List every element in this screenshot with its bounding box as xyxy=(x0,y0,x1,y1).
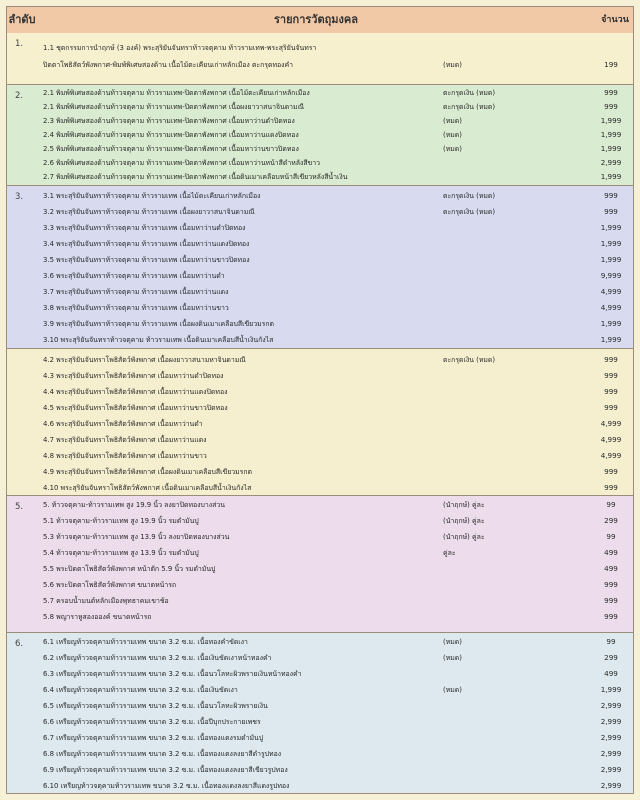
item-qty: 999 xyxy=(604,483,618,492)
item-note: (หมด) xyxy=(443,61,462,69)
section-2 xyxy=(7,85,633,186)
item-text: 5. ท้าวจตุคาม-ท้าวรามเทพ สูง 19.9 นิ้ว ลงยาปิดทองบางส่วน xyxy=(43,501,225,509)
list-item xyxy=(43,514,631,528)
list-item xyxy=(43,417,631,431)
table-header xyxy=(7,7,633,34)
item-text: 6.10 เหรียญท้าวจตุคามท้าวรามเทพ ขนาด 3.2 ซ.ม. เนื้อทองแดงลงยาสีแดงรูปทอง xyxy=(43,782,290,790)
section-number: 1. xyxy=(15,39,24,49)
item-text: 3.3 พระสุริยันจันทราท้าวจตุคาม ท้าวรามเทพ เนื้อมหาว่านดำปิดทอง xyxy=(43,224,246,232)
list-item xyxy=(43,269,631,283)
item-qty: 2,999 xyxy=(600,701,622,710)
item-qty: 4,999 xyxy=(600,303,622,312)
list-item xyxy=(43,333,631,347)
item-qty: 1,999 xyxy=(600,130,622,139)
list-item xyxy=(43,114,631,128)
section-number: 2. xyxy=(15,91,24,101)
item-text: 4.5 พระสุริยันจันทราโพธิสัตว์พังพกาศ เนื้อมหาว่านขาวปิดทอง xyxy=(43,404,228,412)
item-qty: 499 xyxy=(604,548,618,557)
item-text: 2.7 พิมพ์พิเศษสองด้านท้าวจตุคาม ท้าวรามเทพ-ปิดตาพังพกาศ เนื้อดินเมาเคลือบหน้าสีเขียวหลังสีน้ำเงิน xyxy=(43,173,348,181)
item-qty: 999 xyxy=(604,371,618,380)
item-text: 4.7 พระสุริยันจันทราโพธิสัตว์พังพกาศ เนื้อมหาว่านแดง xyxy=(43,436,207,444)
list-item xyxy=(43,86,631,100)
item-text: 3.5 พระสุริยันจันทราท้าวจตุคาม ท้าวรามเทพ เนื้อมหาว่านขาวปิดทอง xyxy=(43,256,250,264)
section-1 xyxy=(7,33,633,85)
list-item xyxy=(43,779,631,793)
list-item xyxy=(43,610,631,624)
item-qty: 1,999 xyxy=(600,239,622,248)
item-qty: 1,999 xyxy=(600,319,622,328)
item-text: 1.1 ชุดกรรมการนำฤกษ์ (3 องค์) พระสุริยันจันทราท้าวจตุคาม ท้าวรามเทพ-พระสุริยันจันทรา xyxy=(43,44,317,52)
list-item xyxy=(43,253,631,267)
item-text: 5.8 พญาราหูสองอองค์ ขนาดหน้ารถ xyxy=(43,613,152,621)
list-item xyxy=(43,449,631,463)
item-text: 3.6 พระสุริยันจันทราท้าวจตุคาม ท้าวรามเทพ เนื้อมหาว่านดำ xyxy=(43,272,225,280)
item-text: 5.5 พระปิดตาโพธิสัตว์พังพกาศ หน้าตัก 5.9 นิ้ว รมดำมันปู xyxy=(43,565,216,573)
item-note: (หมด) xyxy=(443,654,462,662)
item-note: คู่ละ xyxy=(443,549,456,557)
section-6 xyxy=(7,633,633,794)
item-text: 5.4 ท้าวจตุคาม-ท้าวรามเทพ สูง 13.9 นิ้ว รมดำมันปู xyxy=(43,549,199,557)
item-note: (หมด) xyxy=(443,145,462,153)
list-item xyxy=(43,41,631,55)
list-item xyxy=(43,747,631,761)
list-item xyxy=(43,731,631,745)
item-qty: 999 xyxy=(604,102,618,111)
list-item xyxy=(43,156,631,170)
item-note: (นำฤกษ์) คู่ละ xyxy=(443,517,485,525)
item-qty: 1,999 xyxy=(600,335,622,344)
item-text: 2.1 พิมพ์พิเศษสองด้านท้าวจตุคาม ท้าวรามเทพ-ปิดตาพังพกาศ เนื้อผงยาวาสนาจินดามณี xyxy=(43,103,304,111)
item-qty: 2,999 xyxy=(600,749,622,758)
header-seq: ลำดับ xyxy=(8,13,36,26)
section-4 xyxy=(7,349,633,496)
item-qty: 99 xyxy=(606,532,616,541)
section-number: 6. xyxy=(15,639,24,649)
item-text: 6.3 เหรียญท้าวจตุคามท้าวรามเทพ ขนาด 3.2 ซ.ม. เนื้อนวโลหะผิวพรายเงินหน้าทองคำ xyxy=(43,670,302,678)
item-qty: 499 xyxy=(604,564,618,573)
list-item xyxy=(43,237,631,251)
item-qty: 299 xyxy=(604,516,618,525)
item-text: 4.8 พระสุริยันจันทราโพธิสัตว์พังพกาศ เนื้อมหาว่านขาว xyxy=(43,452,207,460)
header-title: รายการวัตถุมงคล xyxy=(274,13,358,26)
list-item xyxy=(43,546,631,560)
list-item xyxy=(43,100,631,114)
list-item xyxy=(43,578,631,592)
item-qty: 4,999 xyxy=(600,435,622,444)
item-qty: 999 xyxy=(604,191,618,200)
list-item xyxy=(43,651,631,665)
item-text: 6.1 เหรียญท้าวจตุคามท้าวรามเทพ ขนาด 3.2 ซ.ม. เนื้อทองคำขัดเงา xyxy=(43,638,248,646)
item-note: ตะกรุดเงิน (หมด) xyxy=(443,103,496,111)
item-qty: 2,999 xyxy=(600,781,622,790)
header-qty: จำนวน xyxy=(601,15,629,25)
item-note: (นำฤกษ์) คู่ละ xyxy=(443,533,485,541)
item-text: 2.5 พิมพ์พิเศษสองด้านท้าวจตุคาม ท้าวรามเทพ-ปิดตาพังพกาศ เนื้อมหาว่านขาวปิดทอง xyxy=(43,145,299,153)
item-qty: 299 xyxy=(604,653,618,662)
section-number: 5. xyxy=(15,502,24,512)
list-item xyxy=(43,170,631,184)
list-item xyxy=(43,683,631,697)
item-qty: 1,999 xyxy=(600,223,622,232)
item-qty: 4,999 xyxy=(600,451,622,460)
item-text: 4.10 พระสุริยันจันทราโพธิสัตว์พังพกาศ เนื้อดินเมาเคลือบสีน้ำเงินกังไส xyxy=(43,484,252,492)
item-text: 2.4 พิมพ์พิเศษสองด้านท้าวจตุคาม ท้าวรามเทพ-ปิดตาพังพกาศ เนื้อมหาว่านแดงปิดทอง xyxy=(43,131,299,139)
item-text: 4.6 พระสุริยันจันทราโพธิสัตว์พังพกาศ เนื้อมหาว่านดำ xyxy=(43,420,203,428)
item-qty: 1,999 xyxy=(600,685,622,694)
item-note: (หมด) xyxy=(443,117,462,125)
item-text: 3.2 พระสุริยันจันทราท้าวจตุคาม ท้าวรามเทพ เนื้อผงยาวาสนาจินดามณี xyxy=(43,208,255,216)
item-qty: 999 xyxy=(604,403,618,412)
item-text: 6.2 เหรียญท้าวจตุคามท้าวรามเทพ ขนาด 3.2 ซ.ม. เนื้อเงินขัดเงาหน้าทองคำ xyxy=(43,654,272,662)
item-qty: 999 xyxy=(604,596,618,605)
list-item xyxy=(43,401,631,415)
item-note: ตะกรุดเงิน (หมด) xyxy=(443,89,496,97)
item-qty: 999 xyxy=(604,88,618,97)
list-item xyxy=(43,481,631,495)
item-note: (นำฤกษ์) คู่ละ xyxy=(443,501,485,509)
item-qty: 499 xyxy=(604,669,618,678)
section-3 xyxy=(7,186,633,349)
item-text: 5.7 ครอบน้ำมนต์หลักเมืองพุทธาคมเขาช้อ xyxy=(43,597,169,605)
list-item xyxy=(43,369,631,383)
list-item xyxy=(43,221,631,235)
list-item xyxy=(43,128,631,142)
item-note: (หมด) xyxy=(443,131,462,139)
list-item xyxy=(43,594,631,608)
item-text: 6.4 เหรียญท้าวจตุคามท้าวรามเทพ ขนาด 3.2 ซ.ม. เนื้อเงินขัดเงา xyxy=(43,686,238,694)
item-qty: 999 xyxy=(604,612,618,621)
item-text: 4.3 พระสุริยันจันทราโพธิสัตว์พังพกาศ เนื้อมหาว่านดำปิดทอง xyxy=(43,372,224,380)
list-item xyxy=(43,433,631,447)
item-qty: 1,999 xyxy=(600,172,622,181)
item-text: ปิดตาโพธิสัตว์พังพกาศ-พิมพ์พิเศษสองด้าน เนื้อไม้ตะเคียนเก่าหลักเมือง ตะกรุดทองคำ xyxy=(43,61,294,69)
item-note: ตะกรุดเงิน (หมด) xyxy=(443,208,496,216)
item-text: 3.4 พระสุริยันจันทราท้าวจตุคาม ท้าวรามเทพ เนื้อมหาว่านแดงปิดทอง xyxy=(43,240,250,248)
item-qty: 199 xyxy=(604,60,618,69)
items-table xyxy=(6,6,634,794)
item-text: 6.6 เหรียญท้าวจตุคามท้าวรามเทพ ขนาด 3.2 ซ.ม. เนื้อปีบุกประกายเพชร xyxy=(43,718,261,726)
list-item xyxy=(43,142,631,156)
list-item xyxy=(43,385,631,399)
item-text: 3.7 พระสุริยันจันทราท้าวจตุคาม ท้าวรามเทพ เนื้อมหาว่านแดง xyxy=(43,288,229,296)
item-text: 5.6 พระปิดตาโพธิสัตว์พังพกาศ ขนาดหน้ารถ xyxy=(43,581,177,589)
item-note: ตะกรุดเงิน (หมด) xyxy=(443,192,496,200)
list-item xyxy=(43,667,631,681)
item-qty: 999 xyxy=(604,387,618,396)
item-text: 3.8 พระสุริยันจันทราท้าวจตุคาม ท้าวรามเทพ เนื้อมหาว่านขาว xyxy=(43,304,229,312)
list-item xyxy=(43,699,631,713)
list-item xyxy=(43,498,631,512)
item-text: 6.8 เหรียญท้าวจตุคามท้าวรามเทพ ขนาด 3.2 ซ.ม. เนื้อทองแดงลงยาสีดำรูปทอง xyxy=(43,750,282,758)
list-item xyxy=(43,530,631,544)
list-item xyxy=(43,205,631,219)
item-qty: 99 xyxy=(606,637,616,646)
list-item xyxy=(43,715,631,729)
item-qty: 2,999 xyxy=(600,733,622,742)
list-item xyxy=(43,285,631,299)
section-number: 3. xyxy=(15,192,24,202)
item-text: 6.9 เหรียญท้าวจตุคามท้าวรามเทพ ขนาด 3.2 ซ.ม. เนื้อทองแดงลงยาสีเขียวรูปทอง xyxy=(43,766,288,774)
item-qty: 2,999 xyxy=(600,765,622,774)
list-item xyxy=(43,763,631,777)
item-note: (หมด) xyxy=(443,638,462,646)
list-item xyxy=(43,562,631,576)
list-item xyxy=(43,635,631,649)
item-text: 2.3 พิมพ์พิเศษสองด้านท้าวจตุคาม ท้าวรามเทพ-ปิดตาพังพกาศ เนื้อมหาว่านดำปิดทอง xyxy=(43,117,295,125)
item-text: 2.1 พิมพ์พิเศษสองด้านท้าวจตุคาม ท้าวรามเทพ-ปิดตาพังพกาศ เนื้อไม้ตะเคียนเก่าหลักเมือง xyxy=(43,89,310,97)
list-item xyxy=(43,317,631,331)
list-item xyxy=(43,465,631,479)
item-text: 6.5 เหรียญท้าวจตุคามท้าวรามเทพ ขนาด 3.2 ซ.ม. เนื้อนวโลหะผิวพรายเงิน xyxy=(43,702,268,710)
item-text: 4.9 พระสุริยันจันทราโพธิสัตว์พังพกาศ เนื้อผงดินเมาเคลือบสีเขียวมรกต xyxy=(43,468,252,476)
item-text: 6.7 เหรียญท้าวจตุคามท้าวรามเทพ ขนาด 3.2 ซ.ม. เนื้อทองแดงรมดำมันปู xyxy=(43,734,264,742)
item-note: ตะกรุดเงิน (หมด) xyxy=(443,356,496,364)
item-text: 4.4 พระสุริยันจันทราโพธิสัตว์พังพกาศ เนื้อมหาว่านแดงปิดทอง xyxy=(43,388,228,396)
item-qty: 2,999 xyxy=(600,717,622,726)
list-item xyxy=(43,58,631,72)
item-text: 3.1 พระสุริยันจันทราท้าวจตุคาม ท้าวรามเทพ เนื้อไม้ตะเคียนเก่าหลักเมือง xyxy=(43,192,261,200)
item-qty: 999 xyxy=(604,355,618,364)
item-qty: 999 xyxy=(604,207,618,216)
item-qty: 4,999 xyxy=(600,419,622,428)
item-text: 5.3 ท้าวจตุคาม-ท้าวรามเทพ สูง 13.9 นิ้ว ลงยาปิดทองบางส่วน xyxy=(43,533,230,541)
item-text: 4.2 พระสุริยันจันทราโพธิสัตว์พังพกาศ เนื้อผงยาวาสนามหาจินดามณี xyxy=(43,356,246,364)
item-qty: 999 xyxy=(604,580,618,589)
item-qty: 99 xyxy=(606,500,616,509)
section-5 xyxy=(7,496,633,633)
item-text: 5.1 ท้าวจตุคาม-ท้าวรามเทพ สูง 19.9 นิ้ว รมดำมันปู xyxy=(43,517,199,525)
item-qty: 1,999 xyxy=(600,144,622,153)
item-qty: 999 xyxy=(604,467,618,476)
item-qty: 9,999 xyxy=(600,271,622,280)
list-item xyxy=(43,301,631,315)
item-text: 3.9 พระสุริยันจันทราท้าวจตุคาม ท้าวรามเทพ เนื้อผงดินเมาเคลือบสีเขียวมรกต xyxy=(43,320,274,328)
list-item xyxy=(43,353,631,367)
item-qty: 1,999 xyxy=(600,116,622,125)
item-qty: 2,999 xyxy=(600,158,622,167)
list-item xyxy=(43,189,631,203)
item-note: (หมด) xyxy=(443,686,462,694)
item-text: 3.10 พระสุริยันจันทราท้าวจตุคาม ท้าวรามเทพ เนื้อดินเมาเคลือบสีน้ำเงินกังไส xyxy=(43,336,274,344)
item-qty: 4,999 xyxy=(600,287,622,296)
item-qty: 1,999 xyxy=(600,255,622,264)
item-text: 2.6 พิมพ์พิเศษสองด้านท้าวจตุคาม ท้าวรามเทพ-ปิดตาพังพกาศ เนื้อมหาว่านหน้าสีดำหลังสีขาว xyxy=(43,159,320,167)
